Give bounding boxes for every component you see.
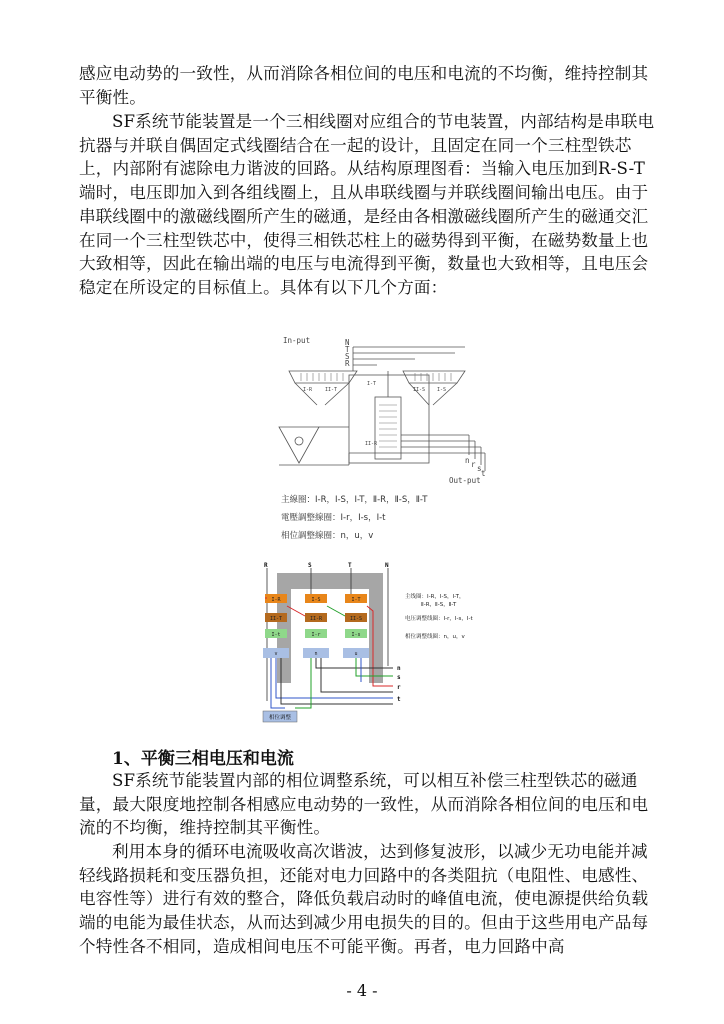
output-terminal-r: r xyxy=(471,460,476,469)
fig2-legend-main-1: 主线圈：Ⅰ-R，Ⅰ-S，Ⅰ-T， xyxy=(405,594,465,600)
coil-label-6: II-R xyxy=(365,441,378,447)
section-heading: 1、平衡三相电压和电流 xyxy=(112,749,294,769)
paragraph-1: 感应电动势的一致性，从而消除各相位间的电压和电流的不均衡，维持控制其平衡性。 xyxy=(79,64,649,107)
coil-label-v: v xyxy=(274,651,278,657)
terminal-r: R xyxy=(264,562,268,569)
legend-voltage-coil: 電壓調整線圈：Ⅰ-r，Ⅰ-s，Ⅰ-t xyxy=(281,513,386,523)
coil-label-ii-s: II-S xyxy=(349,616,363,622)
input-terminal-n: N xyxy=(345,338,350,347)
out-terminal-t: t xyxy=(397,696,401,703)
fig2-legend-main-2: Ⅱ-R，Ⅱ-S，Ⅱ-T xyxy=(421,602,457,608)
coil-label-ii-t: II-T xyxy=(269,616,283,622)
output-terminal-s: s xyxy=(477,464,482,473)
terminal-s: S xyxy=(308,562,312,569)
coil-label-4: II-S xyxy=(413,387,426,393)
wiring-diagram-figure xyxy=(255,556,485,726)
input-label: In-put xyxy=(283,336,311,345)
coil-label-u: u xyxy=(354,651,358,657)
paragraph-4: 利用本身的循环电流吸收高次谐波，达到修复波形，以减少无功电能并减轻线路损耗和变压器负担，还能对电力回路中的各类阻抗（电阻性、电感性、电容性等）进行有效的整合，降低负载启动时的峰值电流，使电源提供给负载端的电能为最佳状态，从而达到减少用电损失的目的。但由于这些用电产品每个特性各不相同，造成相间电压不可能平衡。再者，电力回路中高 xyxy=(79,842,649,956)
coil-label-ii-r: II-R xyxy=(309,616,323,622)
coil-label-i-t: I-T xyxy=(351,597,361,603)
wiring-drawing xyxy=(255,556,485,726)
input-terminal-r: R xyxy=(345,359,350,368)
output-label: Out-put xyxy=(449,476,481,485)
coil-label-i-s: I-S xyxy=(311,597,321,603)
coil-label-5: I-S xyxy=(437,387,447,393)
input-terminal-t: T xyxy=(345,345,350,354)
fig2-legend-voltage: 电压调整线圈：Ⅰ-r，Ⅰ-s，Ⅰ-t xyxy=(405,616,473,622)
core-frame-top xyxy=(277,573,383,589)
out-terminal-r: r xyxy=(397,684,401,691)
output-terminal-t: t xyxy=(481,469,486,478)
fig2-legend-phase: 相位调整线圈：n，u，v xyxy=(405,634,465,640)
coil-label-3: I-T xyxy=(367,381,377,387)
legend-main-coil: 主線圈：Ⅰ-R，Ⅰ-S，Ⅰ-T，Ⅱ-R，Ⅱ-S，Ⅱ-T xyxy=(281,495,428,505)
coil-label-i-t-small: I-t xyxy=(271,632,281,638)
coil-label-2: II-T xyxy=(325,387,338,393)
coil-label-i-r: I-R xyxy=(271,597,281,603)
coil-label-i-s-small: I-s xyxy=(351,632,361,638)
coil-label-1: I-R xyxy=(303,387,313,393)
terminal-t: T xyxy=(348,562,352,569)
paragraph-2: SF系统节能装置是一个三相线圈对应组合的节电装置，内部结构是串联电抗器与并联自偶固定式线圈结合在一起的设计，且固定在同一个三柱型铁芯上，内部附有滤除电力谐波的回路。从结构原理图看：当输入电压加到R-S-T端时，电压即加入到各组线圈上，且从串联线圈与并联线圈间输出电压。由于串联线圈中的激磁线圈所产生的磁通，是经由各相激磁线圈所产生的磁通交汇在同一个三柱型铁芯中，使得三相铁芯柱上的磁势得到平衡，在磁势数量上也大致相等，因此在输出端的电压与电流得到平衡，数量也大致相等，且电压会稳定在所设定的目标值上。具体有以下几个方面： xyxy=(79,112,655,297)
structure-schematic-figure xyxy=(265,325,510,547)
paragraph-3: SF系统节能装置内部的相位调整系统，可以相互补偿三柱型铁芯的磁通量，最大限度地控制各相感应电动势的一致性，从而消除各相位间的电压和电流的不均衡，维持控制其平衡性。 xyxy=(79,771,649,838)
phase-adjust-label: 相位调整 xyxy=(268,715,292,721)
core-frame-left xyxy=(277,573,291,683)
out-terminal-n: n xyxy=(397,665,401,672)
page-number: - 4 - xyxy=(346,981,378,1000)
terminal-n: N xyxy=(385,562,389,569)
coil-label-n: n xyxy=(314,651,318,657)
out-terminal-s: s xyxy=(397,674,401,681)
legend-phase-coil: 相位調整線圈：n，u，v xyxy=(281,531,374,541)
input-terminal-s: S xyxy=(345,352,350,361)
core-frame-right xyxy=(369,573,383,683)
coil-label-i-r-small: I-r xyxy=(311,632,321,638)
output-terminal-n: n xyxy=(465,456,470,465)
